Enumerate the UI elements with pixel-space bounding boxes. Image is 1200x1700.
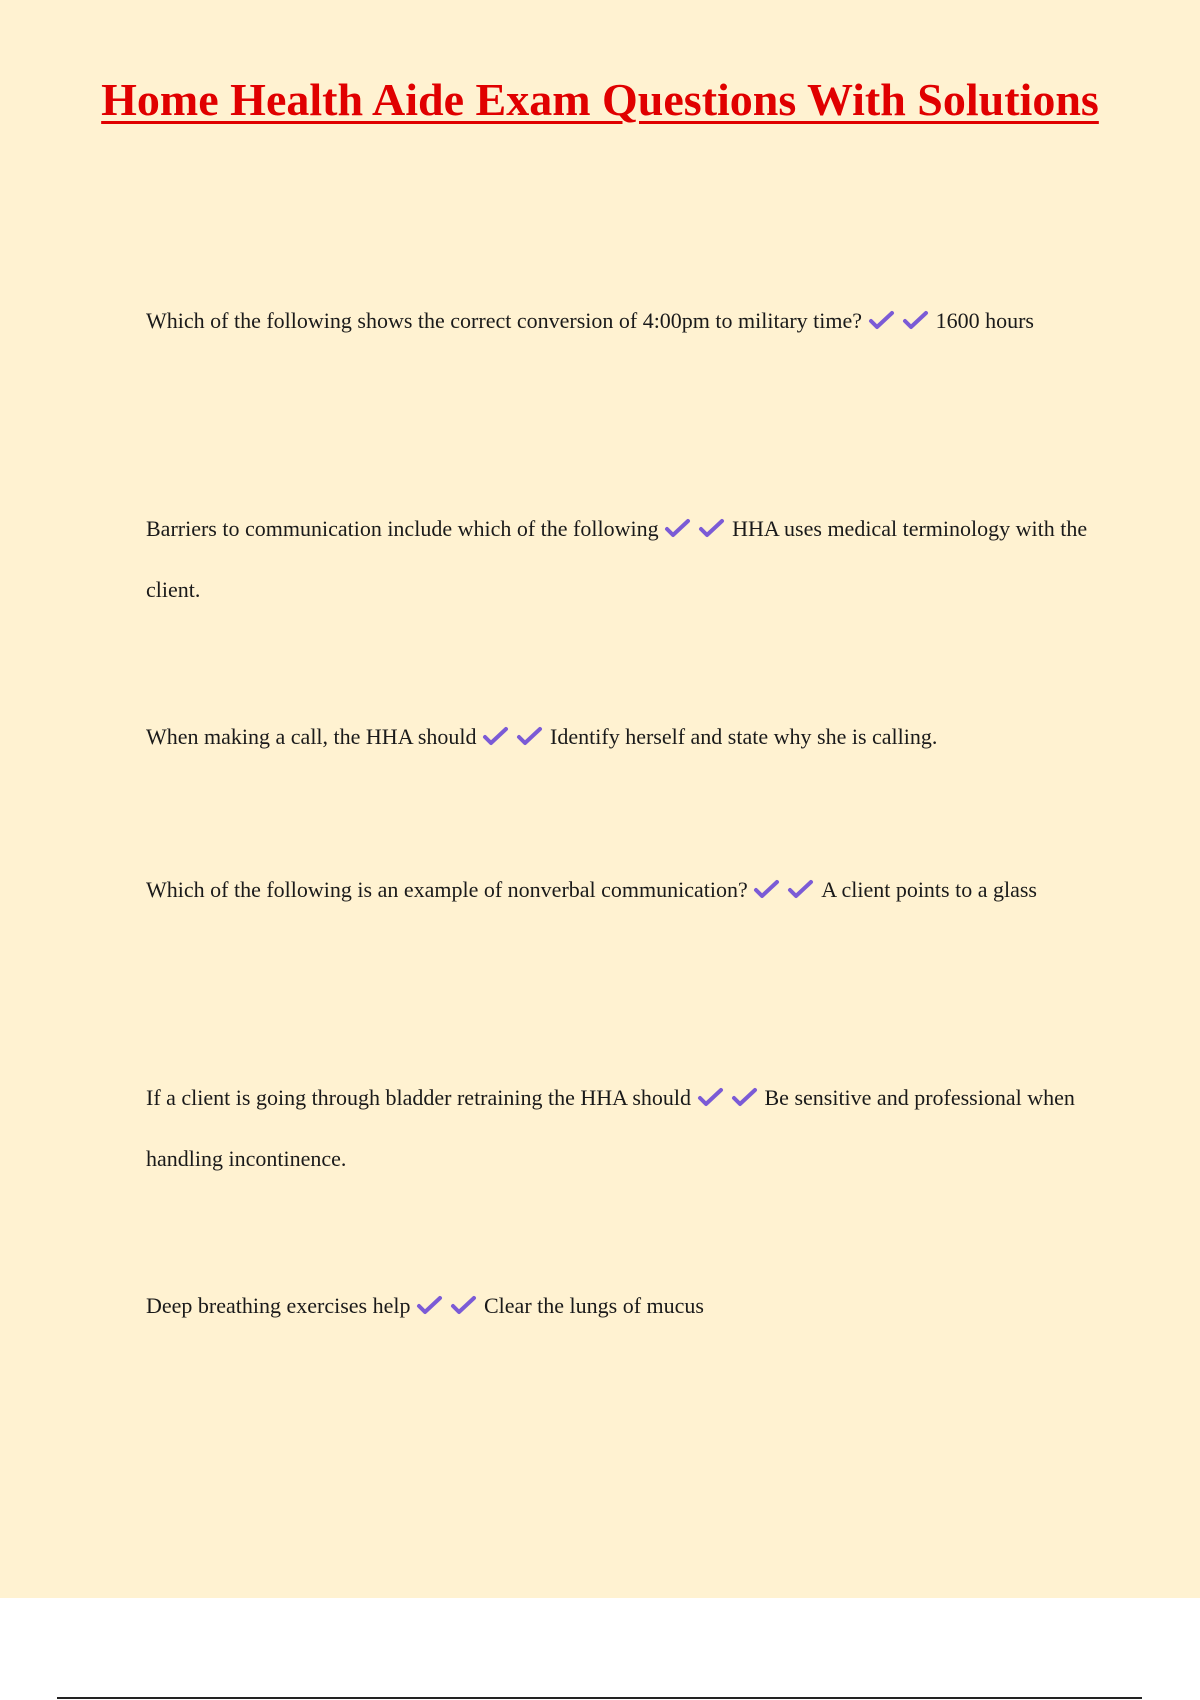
double-check-icon <box>753 878 780 900</box>
qa-item-1 <box>146 290 1096 351</box>
double-check-icon <box>731 1086 758 1108</box>
qa-item-5 <box>146 1067 1096 1189</box>
question-text: If a client is going through bladder retraining the HHA should <box>146 1085 691 1110</box>
answer-text: A client points to a glass <box>821 877 1037 902</box>
qa-item-6 <box>146 1275 1096 1336</box>
double-check-icon <box>868 309 895 331</box>
question-text: When making a call, the HHA should <box>146 724 477 749</box>
question-text: Which of the following shows the correct conversion of 4:00pm to military time? <box>146 308 863 333</box>
answer-text: HHA uses medical terminology with the client. <box>146 516 1088 602</box>
qa-item-3 <box>146 706 1096 767</box>
double-check-icon <box>664 517 691 539</box>
qa-item-4 <box>146 859 1096 920</box>
question-text: Barriers to communication include which of the following <box>146 516 659 541</box>
double-check-icon <box>902 309 929 331</box>
document-title: Home Health Aide Exam Questions With Solutions <box>101 74 1099 125</box>
double-check-icon <box>450 1294 477 1316</box>
double-check-icon <box>787 878 814 900</box>
footer-divider <box>57 1697 1142 1699</box>
answer-text: Identify herself and state why she is calling. <box>550 724 938 749</box>
question-text: Which of the following is an example of nonverbal communication? <box>146 877 748 902</box>
double-check-icon <box>698 517 725 539</box>
question-text: Deep breathing exercises help <box>146 1293 411 1318</box>
answer-text: Clear the lungs of mucus <box>484 1293 704 1318</box>
qa-item-2 <box>146 498 1096 620</box>
double-check-icon <box>516 725 543 747</box>
answer-text: Be sensitive and professional when handling incontinence. <box>146 1085 1075 1171</box>
double-check-icon <box>697 1086 724 1108</box>
answer-text: 1600 hours <box>935 308 1034 333</box>
double-check-icon <box>416 1294 443 1316</box>
double-check-icon <box>482 725 509 747</box>
